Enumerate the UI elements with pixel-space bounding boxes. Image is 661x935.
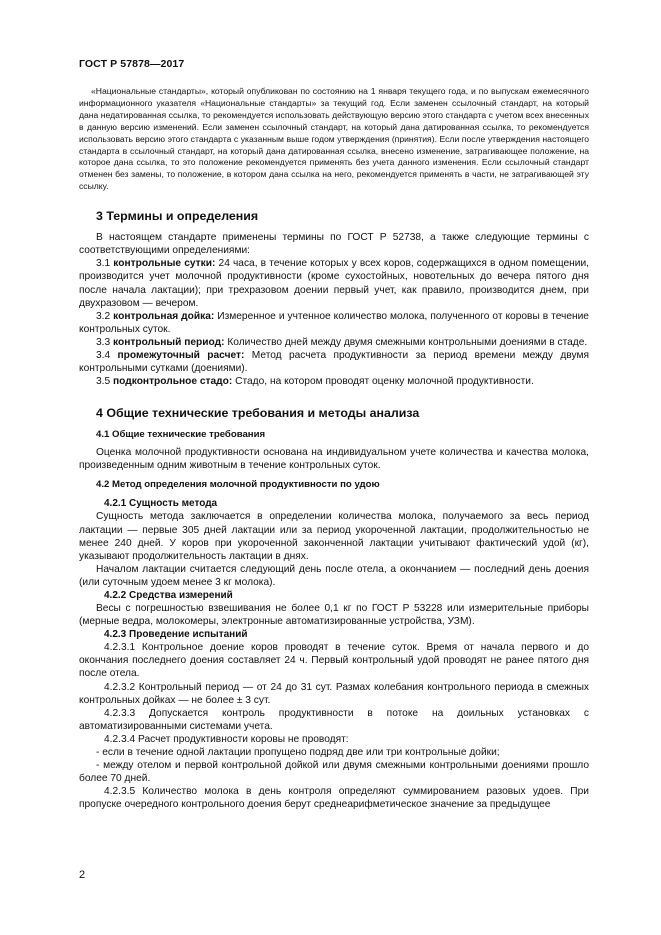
references-note — [79, 86, 589, 193]
section-3-intro: В настоящем стандарте применены термины по ГОСТ Р 52738, а также следующие термины с соответствующими определениями: — [79, 232, 589, 257]
subsection-4-2-2-text: Весы с погрешностью взвешивания не более 0,1 кг по ГОСТ Р 53228 или измерительные приборы (мерные ведра, молокомеры, электронные автоматизированные устройства, УЗМ). — [79, 603, 589, 628]
section-4-body — [79, 428, 589, 811]
term-number: 3.3 — [96, 336, 111, 348]
term-number: 3.4 — [96, 350, 111, 361]
section-3-body — [79, 231, 589, 388]
list-item: - между отелом и первой контрольной дойкой или двумя смежными контрольными доениями прошло более 70 дней. — [79, 760, 589, 785]
term-3-3 — [79, 336, 589, 349]
term-name: подконтрольное стадо: — [113, 376, 233, 388]
note-paragraph: «Национальные стандарты», который опубликован по состоянию на 1 января текущего года, и по выпускам ежемесячного информационного указателя «Национальные стандарты» за текущий год. Если заменен ссылочный стандарт, на который дана недатированная ссылка, то рекомендуется использовать действующую версию этого стандарта с учетом всех внесенных в данную версию изменений. Если заменен ссылочный стандарт, на который дана датированная ссылка, то рекомендуется использовать версию этого стандарта с указанным выше годом утверждения (принятия). Если после утверждения настоящего стандарта в ссылочный стандарт, на который дана датированная ссылка, внесено изменение, затрагивающее положение, на которое дана ссылка, то это положение рекомендуется применять без учета данного изменения. Если ссылочный стандарт отменен без замены, то положение, в котором дана ссылка на него, рекомендуется применять в части, не затрагивающей эту ссылку. — [79, 86, 589, 192]
term-3-5 — [79, 375, 589, 388]
subsection-4-2-title: 4.2 Метод определения молочной продуктивности по удою — [96, 479, 380, 491]
subsection-4-1-title: 4.1 Общие технические требования — [96, 429, 266, 441]
subsection-4-2-2-title: 4.2.2 Средства измерений — [104, 590, 233, 602]
document-body — [79, 86, 589, 811]
subsection-4-2-1-para-2: Началом лактации считается следующий день после отела, а окончанием — последний день доения (или суточным удоем менее 3 кг молока). — [79, 563, 589, 588]
term-3-4 — [79, 349, 589, 375]
term-definition: Количество дней между двумя смежными контрольными доениями в стаде. — [227, 336, 588, 348]
clause-4-2-3-3: 4.2.3.3 Допускается контроль продуктивности в потоке на доильных установках с автоматизированными системами учета. — [79, 707, 589, 732]
clause-4-2-3-4: 4.2.3.4 Расчет продуктивности коровы не проводят: — [104, 733, 349, 745]
term-name: контрольная дойка: — [113, 310, 215, 322]
term-3-2 — [79, 310, 589, 336]
term-name: промежуточный расчет: — [117, 350, 245, 361]
term-number: 3.5 — [96, 376, 111, 388]
term-definition: Метод расчета продуктивности за период времени между двумя контрольными сутками (доениями). — [79, 350, 589, 375]
term-number: 3.2 — [96, 310, 111, 322]
subsection-4-2-1-title: 4.2.1 Сущность метода — [104, 498, 218, 510]
section-4-title: 4 Общие технические требования и методы анализа — [96, 406, 420, 421]
term-name: контрольные сутки: — [113, 258, 216, 270]
term-number: 3.1 — [96, 258, 111, 270]
term-definition: Измеренное и учтенное количество молока, полученного от коровы в течение контрольных суток. — [79, 310, 589, 335]
term-definition: 24 часа, в течение которых у всех коров, содержащихся в одном помещении, производится учет молочной продуктивности (кроме сухостойных, новотельных до вечера пятого дня после начала лактации); при трехразовом доении первый учет, как правило, производится днем, при двухразовом — вечером. — [79, 258, 589, 309]
list-item: - если в течение одной лактации пропущено подряд две или три контрольные дойки; — [96, 746, 500, 758]
subsection-4-2-3-title: 4.2.3 Проведение испытаний — [104, 629, 248, 641]
document-header: ГОСТ Р 57878—2017 — [79, 58, 185, 70]
page-number: 2 — [79, 869, 86, 881]
term-3-1 — [79, 257, 589, 309]
clause-4-2-3-5: 4.2.3.5 Количество молока в день контроля определяют суммированием разовых удоев. При пропуске очередного контрольного доения берут среднеарифметическое значение за предыдущее — [79, 786, 589, 811]
subsection-4-1-text: Оценка молочной продуктивности основана на индивидуальном учете количества и качества молока, произведенным одним животным в течение контрольных суток. — [79, 447, 589, 472]
clause-4-2-3-2: 4.2.3.2 Контрольный период — от 24 до 31 сут. Размах колебания контрольного периода в смежных контрольных дойках — не более ± 3 сут. — [79, 681, 589, 706]
subsection-4-2-1-para-1: Сущность метода заключается в определении количества молока, получаемого за весь период лактации — первые 305 дней лактации или за период укороченной лактации, продолжительностью не менее 240 дней. У коров при укороченной законченной лактации учитывают фактический удой (кг), указывают продолжительность лактации в днях. — [79, 511, 589, 562]
section-3-title: 3 Термины и определения — [96, 209, 259, 224]
term-definition: Стадо, на котором проводят оценку молочной продуктивности. — [235, 376, 534, 388]
term-name: контрольный период: — [113, 336, 225, 348]
clause-4-2-3-1: 4.2.3.1 Контрольное доение коров проводят в течение суток. Время от начала первого и до окончания последнего доения составляет 24 ч. Первый контрольный удой проводят не ранее пятого дня после отела. — [79, 642, 589, 680]
